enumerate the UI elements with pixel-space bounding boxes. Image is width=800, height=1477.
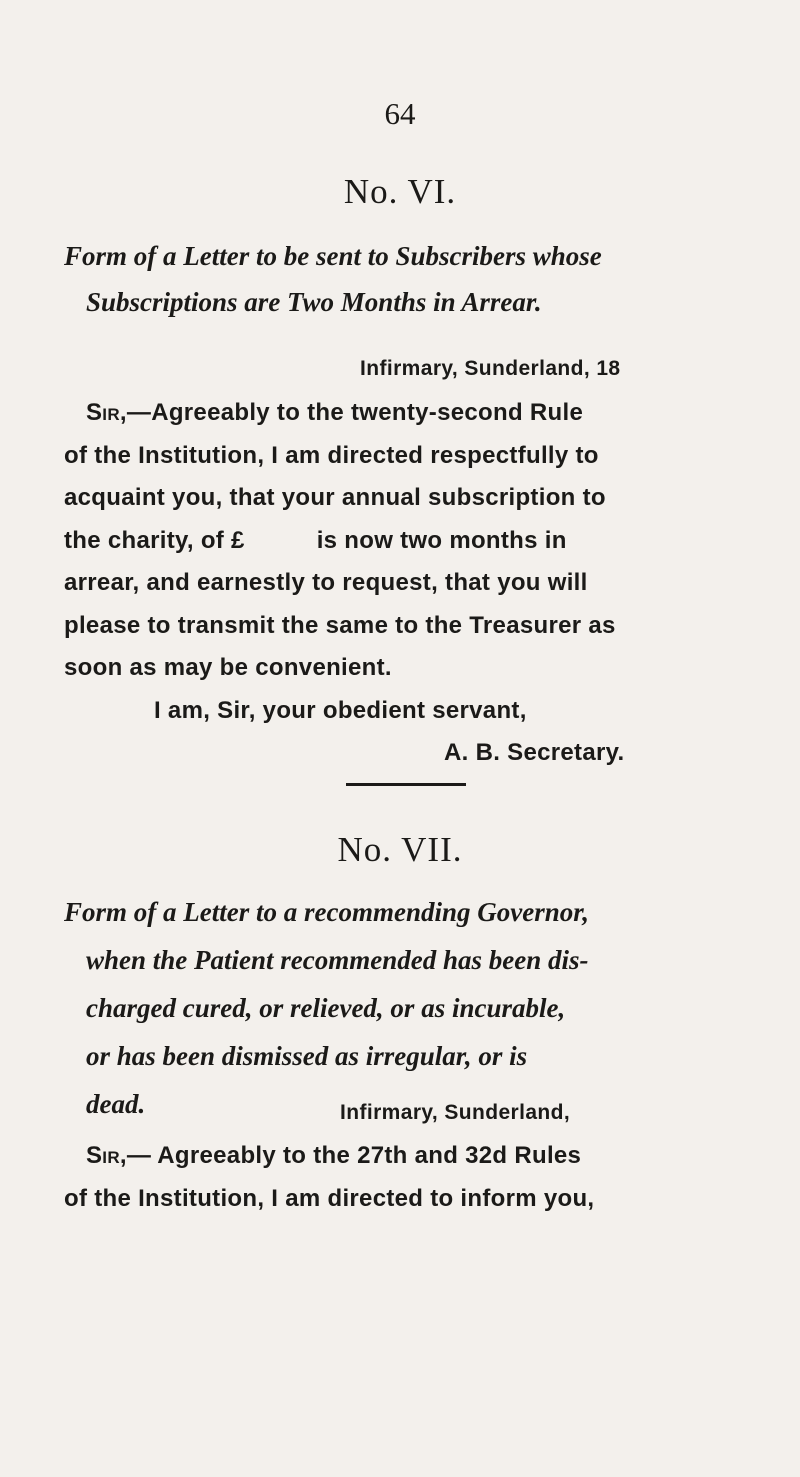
section-7-title-line: Form of a Letter to a recommending Governor, — [64, 897, 589, 927]
section-6-title-line: Subscriptions are Two Months in Arrear. — [86, 287, 542, 317]
letter-line: of the Institution, I am directed respectfully to — [64, 441, 599, 469]
letter-line — [64, 520, 764, 563]
section-7-title-line: or has been dismissed as irregular, or is — [86, 1041, 528, 1071]
letter-line: please to transmit the same to the Treasurer as — [64, 611, 616, 639]
section-7-title-line: when the Patient recommended has been dis- — [86, 945, 589, 975]
section-7-title-line: charged cured, or relieved, or as incurable, — [86, 993, 566, 1023]
letter-closing: I am, Sir, your obedient servant, — [154, 696, 527, 724]
section-6-title-line: Form of a Letter to be sent to Subscribers whose — [64, 241, 602, 271]
section-divider — [346, 783, 466, 786]
letter-text: — Agreeably to the 27th and 32d Rules — [126, 1142, 582, 1169]
letter-text: —Agreeably to the twenty-second Rule — [126, 399, 584, 426]
letter-text: is now two months in — [316, 526, 567, 554]
letter-signature: A. B. Secretary. — [444, 739, 625, 766]
letter-line — [64, 1135, 764, 1178]
section-7-place: Infirmary, Sunderland, — [340, 1101, 571, 1124]
letter-line — [64, 392, 764, 435]
letter-text: the charity, of £ — [64, 526, 245, 554]
section-6-heading: No. VI. — [343, 172, 457, 211]
letter-line: arrear, and earnestly to request, that you will — [64, 569, 588, 596]
section-6-letter-body — [64, 392, 764, 775]
letter-line: soon as may be convenient. — [64, 654, 392, 681]
section-7-letter-body — [64, 1135, 764, 1220]
section-7-title-line: dead. — [86, 1089, 146, 1119]
letter-line: acquaint you, that your annual subscription to — [64, 484, 606, 511]
section-6-place-date: Infirmary, Sunderland, 18 — [360, 357, 621, 380]
section-7-heading: No. VII. — [337, 830, 463, 869]
letter-line: of the Institution, I am directed to inform you, — [64, 1184, 595, 1212]
page-number: 64 — [384, 96, 416, 131]
section-6-title — [64, 233, 754, 325]
salutation: Sir, — [86, 399, 127, 426]
section-7-title — [64, 888, 754, 1128]
salutation: Sir, — [86, 1142, 127, 1169]
